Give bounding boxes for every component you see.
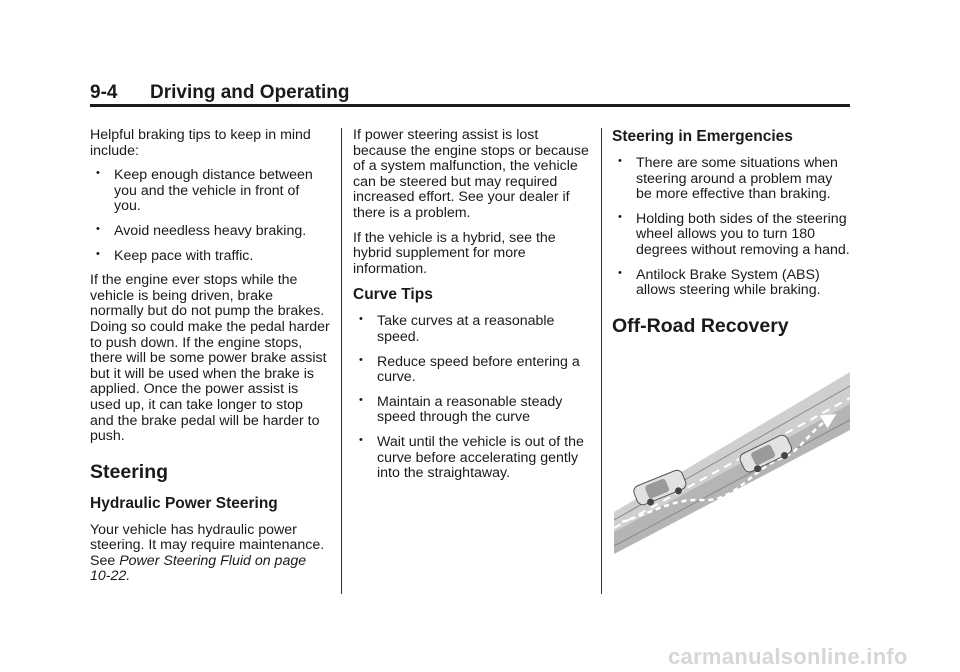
bullet-icon: •: [96, 167, 100, 180]
bullet-icon: •: [359, 433, 363, 446]
emergency-tips-list: [612, 156, 852, 299]
bullet-icon: •: [96, 222, 100, 235]
bullet-icon: •: [359, 393, 363, 406]
list-item: • Take curves at a reasonable speed.: [359, 313, 555, 345]
power-assist-lost-paragraph: If power steering assist is lost because the engine stops or because of a system malfunction, the vehicle can be steered but may required increased effort. See your dealer if there is a problem.: [353, 127, 589, 221]
bullet-icon: •: [359, 353, 363, 366]
list-item: • Avoid needless heavy braking.: [96, 222, 307, 239]
list-item: • Maintain a reasonable steady speed through the curve: [359, 393, 563, 426]
header-rule: [90, 104, 850, 107]
off-road-recovery-heading: Off-Road Recovery: [612, 314, 789, 337]
curve-tips-list: [353, 314, 593, 481]
hydraulic-power-steering-text: Your vehicle has hydraulic power steering. It may require maintenance. See Power Steering Fluid on page 10-22.: [90, 521, 325, 585]
section-title: Driving and Operating: [150, 82, 350, 103]
list-item: • Antilock Brake System (ABS) allows steering while braking.: [618, 266, 821, 299]
column-1: [90, 128, 330, 594]
power-steering-fluid-link[interactable]: Power Steering Fluid on page 10-22.: [90, 552, 307, 585]
bullet-icon: •: [96, 247, 100, 260]
watermark: carmanualsonline.info: [668, 644, 908, 669]
engine-stop-paragraph: If the engine ever stops while the vehicle is being driven, brake normally but do not pump the brakes. Doing so could make the pedal harder to push down. If the engine stops, there will be some power brake assist but it will be used when the brake is applied. Once the power assist is used up, it can take longer to stop and the brake pedal will be harder to push.: [90, 272, 330, 445]
hydraulic-power-steering-heading: Hydraulic Power Steering: [90, 494, 278, 512]
steering-emergencies-heading: Steering in Emergencies: [612, 128, 793, 145]
column-divider: [341, 128, 342, 594]
list-item: • There are some situations when steering around a problem may be more effective than braking.: [618, 155, 838, 203]
page-header: [90, 82, 850, 106]
braking-tips-list: [90, 168, 330, 264]
page-number: 9-4: [90, 82, 118, 103]
shoulder: [614, 404, 850, 554]
bullet-icon: •: [618, 155, 622, 167]
list-item: • Holding both sides of the steering wheel allows you to turn 180 degrees without removing a hand.: [618, 210, 850, 258]
hybrid-paragraph: If the vehicle is a hybrid, see the hybrid supplement for more information.: [353, 229, 556, 277]
steering-heading: Steering: [90, 460, 169, 483]
column-2: [353, 128, 593, 491]
list-item: • Keep pace with traffic.: [96, 247, 254, 264]
bullet-icon: •: [618, 210, 622, 223]
braking-intro: Helpful braking tips to keep in mind include:: [90, 127, 311, 159]
bullet-icon: •: [359, 313, 363, 326]
off-road-recovery-illustration: [614, 372, 850, 554]
column-3: [612, 128, 852, 349]
bullet-icon: •: [618, 266, 622, 279]
curve-tips-heading: Curve Tips: [353, 286, 433, 304]
list-item: • Wait until the vehicle is out of the curve before accelerating gently into the straightaway.: [359, 433, 584, 482]
column-divider: [601, 128, 602, 594]
list-item: • Keep enough distance between you and the vehicle in front of you.: [96, 167, 313, 215]
list-item: • Reduce speed before entering a curve.: [359, 353, 580, 386]
